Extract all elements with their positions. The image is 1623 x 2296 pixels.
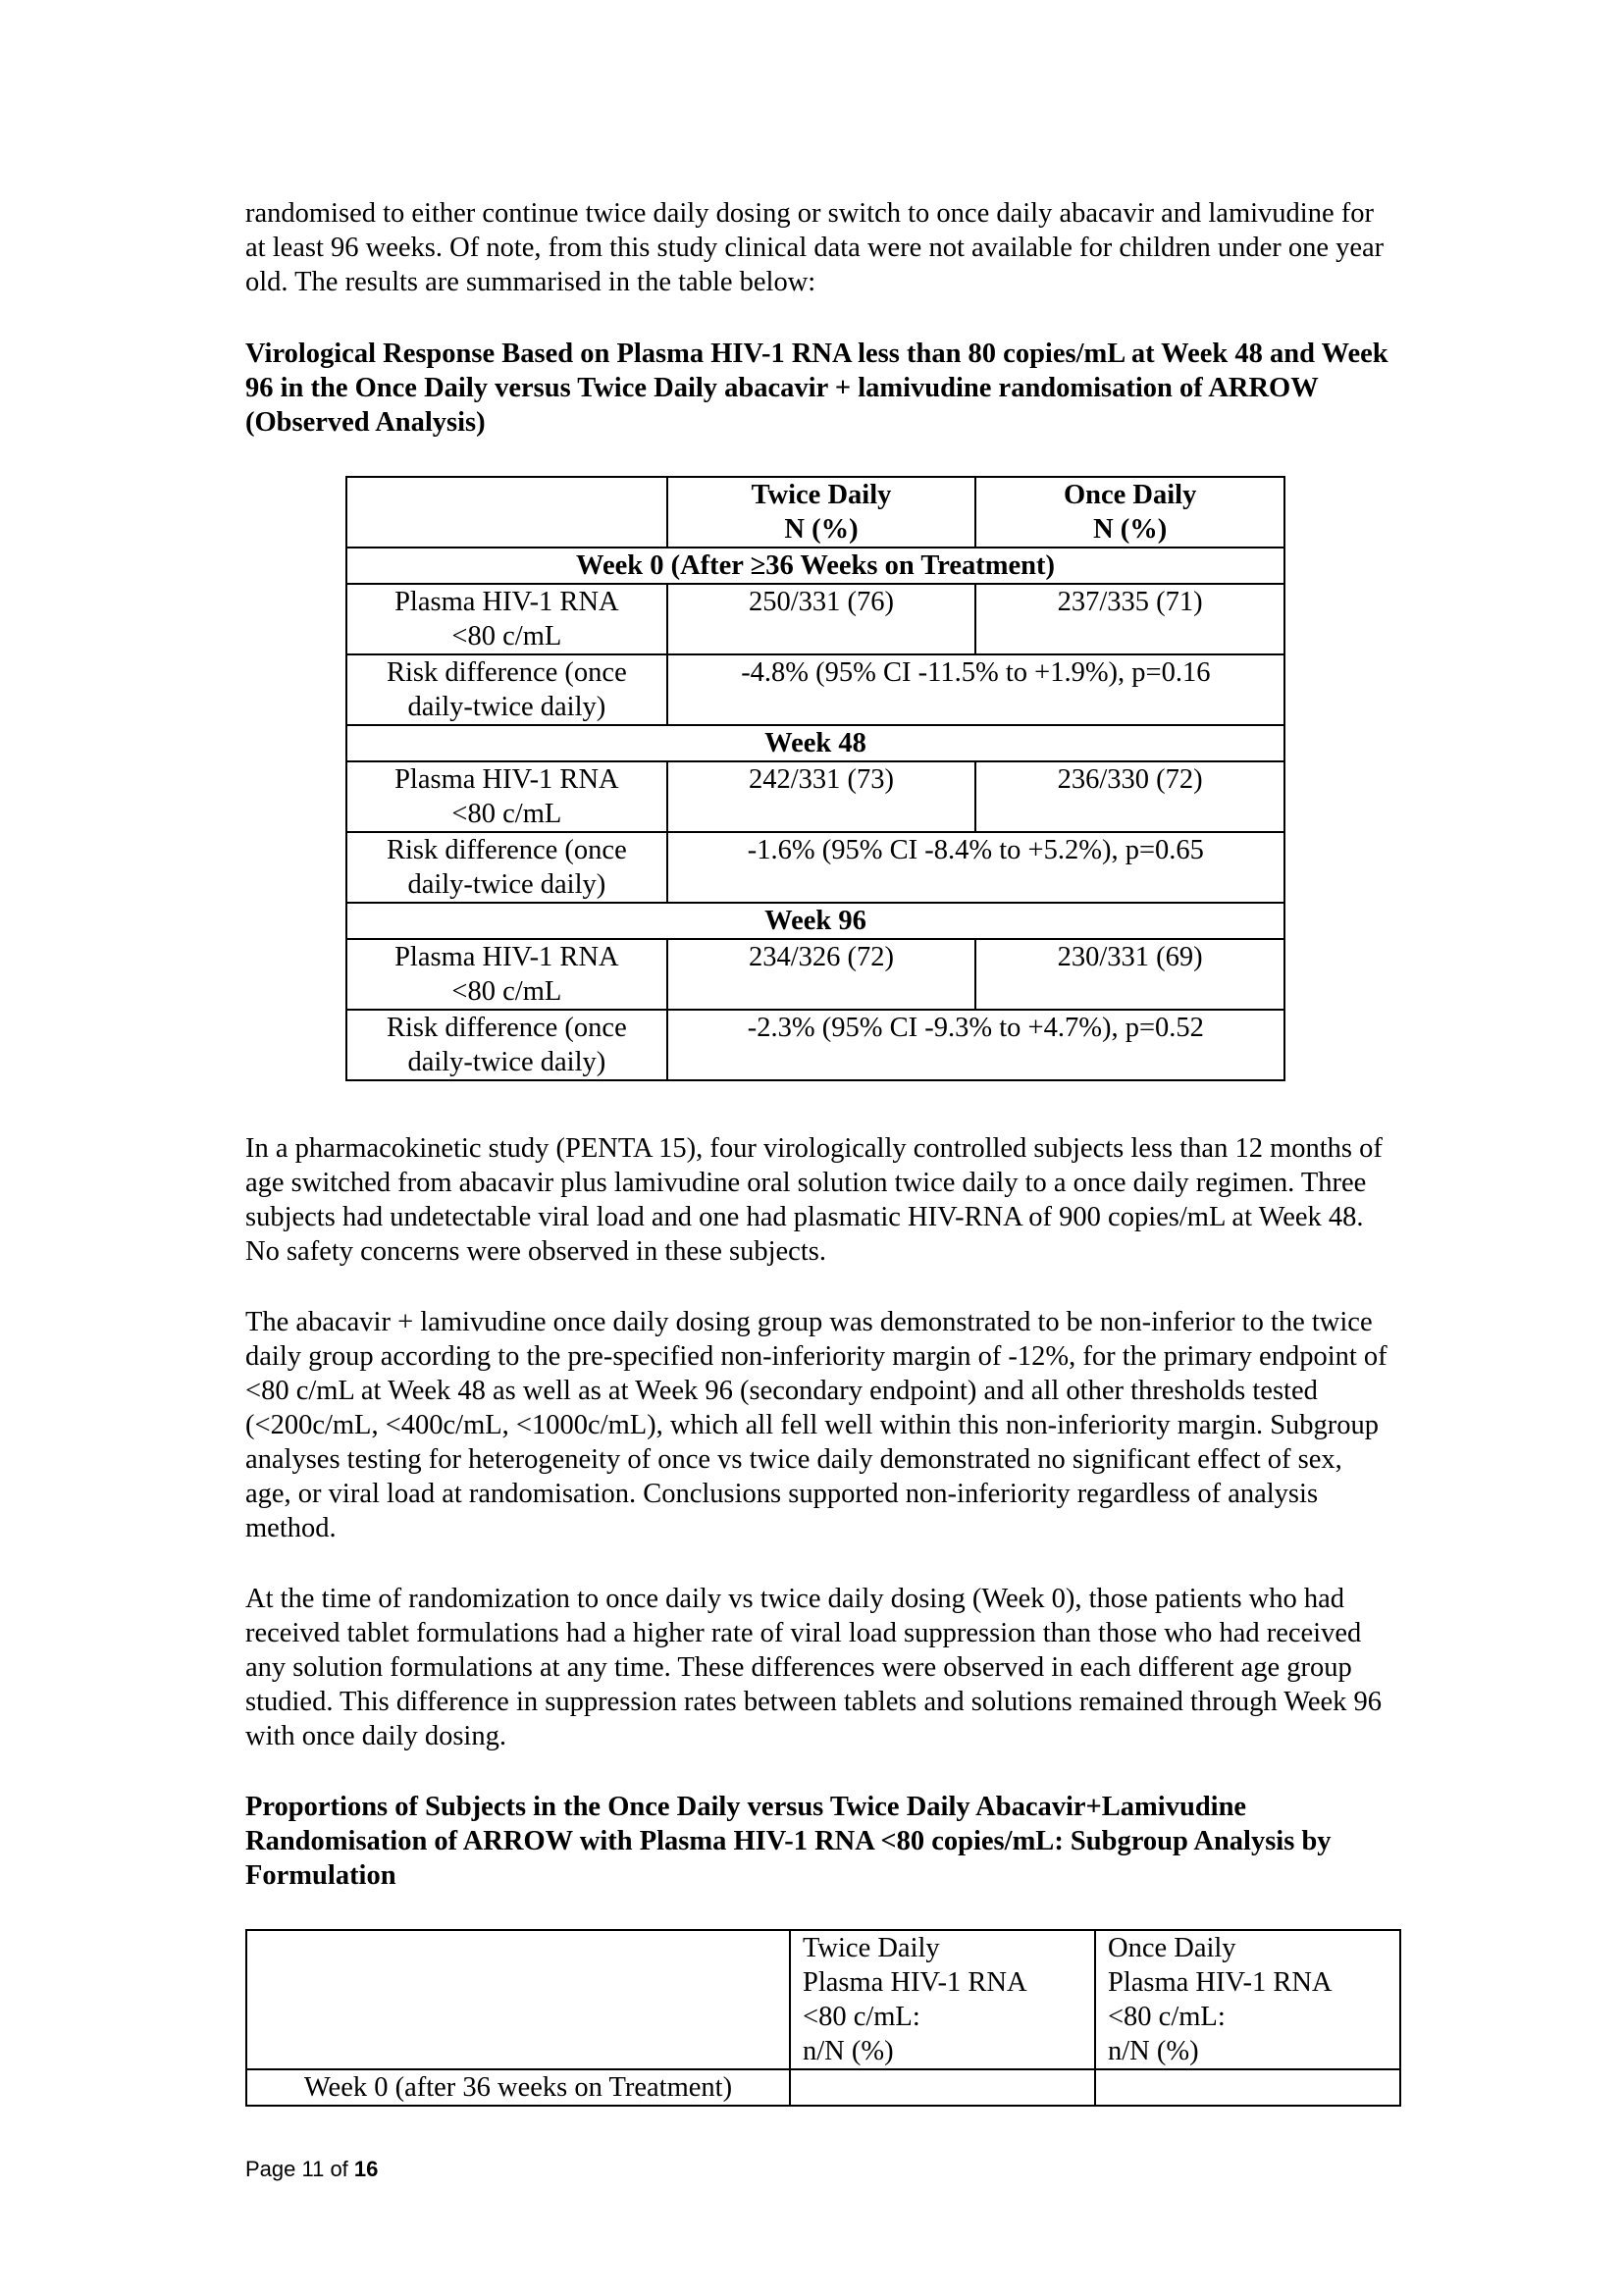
- table2-header-row: [246, 1930, 1400, 2069]
- page-total: 16: [353, 2157, 379, 2181]
- table2-empty-cell: [790, 2069, 1095, 2106]
- table1-section-row: [346, 725, 1284, 761]
- penta-paragraph: In a pharmacokinetic study (PENTA 15), four virologically controlled subjects less than 12 months of age switched from abacavir plus lamivudine oral solution twice daily to a once daily regimen. Three subjects had undetectable viral load and one had plasmatic HIV-RNA of 900 copies/mL at Week 48. No safety concerns were observed in these subjects.: [245, 1133, 1383, 1267]
- section-title-week0: Week 0 (After ≥36 Weeks on Treatment): [346, 548, 1284, 584]
- table2-header-twice-daily: Twice Daily Plasma HIV-1 RNA <80 c/mL: n/N (%): [790, 1930, 1095, 2069]
- section-title-week96: Week 96: [346, 903, 1284, 939]
- risk-difference-value: -4.8% (95% CI -11.5% to +1.9%), p=0.16: [667, 654, 1284, 725]
- table1-row: [346, 939, 1284, 1010]
- document-page: [245, 196, 1393, 2107]
- table1-row: [346, 584, 1284, 654]
- table2-header-once-daily: Once Daily Plasma HIV-1 RNA <80 c/mL: n/N (%): [1095, 1930, 1400, 2069]
- table2-row-label: Week 0 (after 36 weeks on Treatment): [246, 2069, 790, 2106]
- table1-section-row: [346, 903, 1284, 939]
- table1-section-row: [346, 548, 1284, 584]
- intro-paragraph: randomised to either continue twice daily dosing or switch to once daily abacavir and lamivudine for at least 96 weeks. Of note, from this study clinical data were not available for children under one year old. The results are summarised in the table below:: [245, 198, 1385, 297]
- rna-label-cell: Plasma HIV-1 RNA <80 c/mL: [346, 761, 667, 832]
- table2-empty-cell: [1095, 2069, 1400, 2106]
- once-daily-value: 230/331 (69): [975, 939, 1284, 1010]
- page-number-prefix: Page 11 of: [245, 2157, 354, 2181]
- twice-daily-value: 242/331 (73): [667, 761, 976, 832]
- once-daily-value: 237/335 (71): [975, 584, 1284, 654]
- page-footer: [245, 2157, 378, 2182]
- table1-row: [346, 1010, 1284, 1080]
- section-title-week48: Week 48: [346, 725, 1284, 761]
- risk-label-cell: Risk difference (once daily-twice daily): [346, 654, 667, 725]
- table2-empty-header-cell: [246, 1930, 790, 2069]
- risk-label-cell: Risk difference (once daily-twice daily): [346, 1010, 667, 1080]
- rna-label-cell: Plasma HIV-1 RNA <80 c/mL: [346, 584, 667, 654]
- table1-heading: Virological Response Based on Plasma HIV-1 RNA less than 80 copies/mL at Week 48 and Week 96 in the Once Daily versus Twice Daily abacavir + lamivudine randomisation of ARROW (Observed Analysis): [245, 339, 1388, 438]
- table1-header-once-daily: Once Daily N (%): [975, 477, 1284, 548]
- risk-label-cell: Risk difference (once daily-twice daily): [346, 832, 667, 903]
- risk-difference-value: -1.6% (95% CI -8.4% to +5.2%), p=0.65: [667, 832, 1284, 903]
- non-inferiority-paragraph: The abacavir + lamivudine once daily dosing group was demonstrated to be non-inferior to the twice daily group according to the pre-specified non-inferiority margin of -12%, for the primary endpoint of <80 c/mL at Week 48 as well as at Week 96 (secondary endpoint) and all other thresholds tested (<200c/mL, <400c/mL, <1000c/mL), which all fell well within this non-inferiority margin. Subgroup analyses testing for heterogeneity of once vs twice daily demonstrated no significant effect of sex, age, or viral load at randomisation. Conclusions supported non-inferiority regardless of analysis method.: [245, 1307, 1387, 1543]
- subgroup-formulation-table: [245, 1929, 1401, 2107]
- virological-response-table: [345, 476, 1285, 1081]
- twice-daily-value: 250/331 (76): [667, 584, 976, 654]
- table1-row: [346, 654, 1284, 725]
- table1-row: [346, 761, 1284, 832]
- once-daily-value: 236/330 (72): [975, 761, 1284, 832]
- table2-heading: Proportions of Subjects in the Once Daily versus Twice Daily Abacavir+Lamivudine Randomisation of ARROW with Plasma HIV-1 RNA <80 copies/mL: Subgroup Analysis by Formulation: [245, 1792, 1332, 1891]
- table1-row: [346, 832, 1284, 903]
- table2-row: [246, 2069, 1400, 2106]
- twice-daily-value: 234/326 (72): [667, 939, 976, 1010]
- table1-header-row: [346, 477, 1284, 548]
- randomization-paragraph: At the time of randomization to once daily vs twice daily dosing (Week 0), those patients who had received tablet formulations had a higher rate of viral load suppression than those who had received any solution formulations at any time. These differences were observed in each different age group studied. This difference in suppression rates between tablets and solutions remained through Week 96 with once daily dosing.: [245, 1584, 1383, 1751]
- table1-empty-header-cell: [346, 477, 667, 548]
- rna-label-cell: Plasma HIV-1 RNA <80 c/mL: [346, 939, 667, 1010]
- table1-header-twice-daily: Twice Daily N (%): [667, 477, 976, 548]
- risk-difference-value: -2.3% (95% CI -9.3% to +4.7%), p=0.52: [667, 1010, 1284, 1080]
